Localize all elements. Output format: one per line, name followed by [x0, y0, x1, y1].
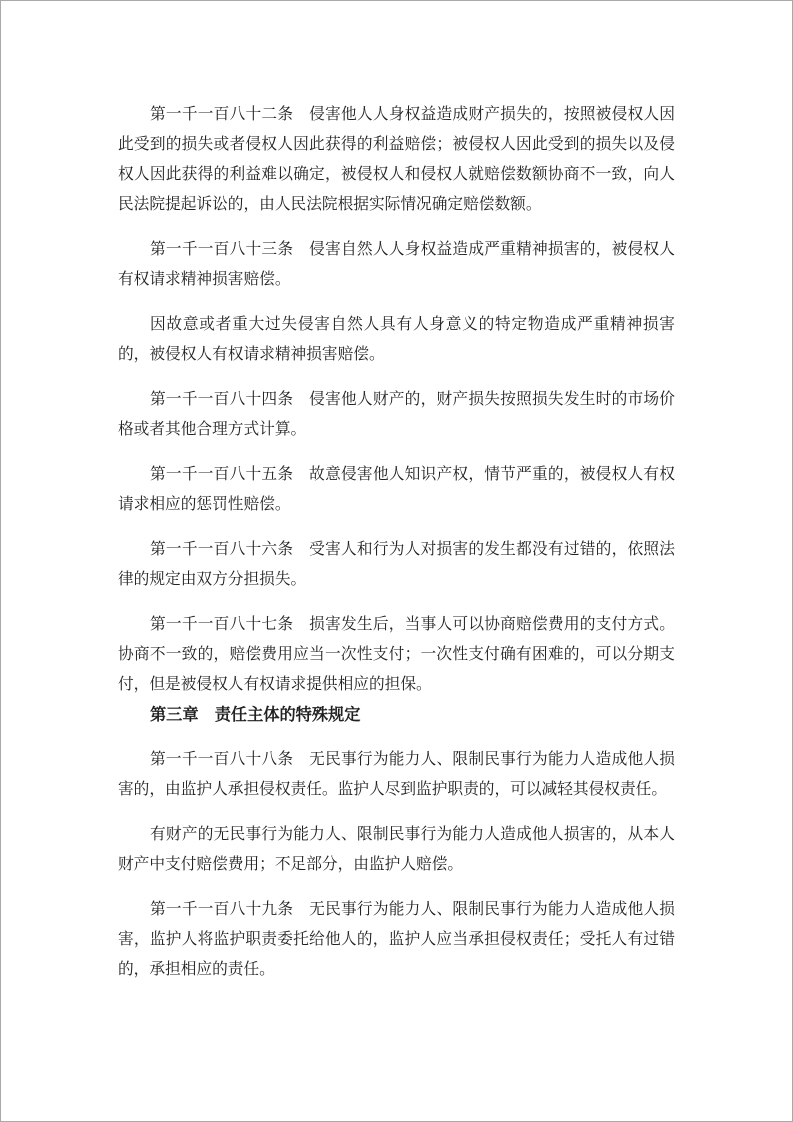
- paragraph-article-1188-2: 有财产的无民事行为能力人、限制民事行为能力人造成他人损害的，从本人财产中支付赔偿费用；不足部分，由监护人赔偿。: [118, 826, 675, 873]
- paragraph-article-1185: 第一千一百八十五条 故意侵害他人知识产权，情节严重的，被侵权人有权请求相应的惩罚性赔偿。: [118, 466, 675, 513]
- paragraph-article-1183-2: 因故意或者重大过失侵害自然人具有人身意义的特定物造成严重精神损害的，被侵权人有权请求精神损害赔偿。: [118, 316, 675, 363]
- paragraph-article-1188: 第一千一百八十八条 无民事行为能力人、限制民事行为能力人造成他人损害的，由监护人承担侵权责任。监护人尽到监护职责的，可以减轻其侵权责任。: [118, 751, 675, 798]
- paragraph-article-1184: 第一千一百八十四条 侵害他人财产的，财产损失按照损失发生时的市场价格或者其他合理方式计算。: [118, 391, 675, 438]
- paragraph-article-1186: 第一千一百八十六条 受害人和行为人对损害的发生都没有过错的，依照法律的规定由双方分担损失。: [118, 541, 675, 588]
- paragraph-article-1183: 第一千一百八十三条 侵害自然人人身权益造成严重精神损害的，被侵权人有权请求精神损害赔偿。: [118, 241, 675, 288]
- document-text-block: [1, 1, 792, 985]
- paragraph-article-1182: 第一千一百八十二条 侵害他人人身权益造成财产损失的，按照被侵权人因此受到的损失或者侵权人因此获得的利益赔偿；被侵权人因此受到的损失以及侵权人因此获得的利益难以确定，被侵权人和侵权人就赔偿数额协商不一致，向人民法院提起诉讼的，由人民法院根据实际情况确定赔偿数额。: [118, 106, 675, 213]
- paragraph-article-1187: 第一千一百八十七条 损害发生后，当事人可以协商赔偿费用的支付方式。协商不一致的，赔偿费用应当一次性支付；一次性支付确有困难的，可以分期支付，但是被侵权人有权请求提供相应的担保。: [118, 616, 675, 693]
- paragraph-article-1189: 第一千一百八十九条 无民事行为能力人、限制民事行为能力人造成他人损害，监护人将监护职责委托给他人的，监护人应当承担侵权责任；受托人有过错的，承担相应的责任。: [118, 901, 675, 978]
- chapter-3-heading: 第三章 责任主体的特殊规定: [150, 706, 361, 724]
